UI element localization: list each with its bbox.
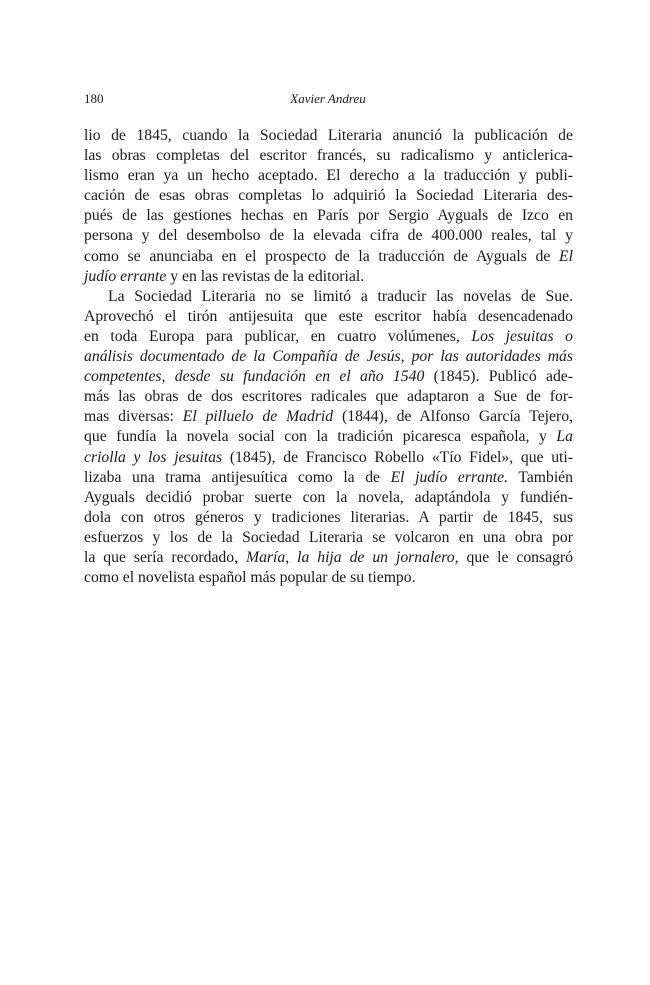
text-line: [84, 367, 573, 387]
text-line: [84, 327, 573, 347]
italic-text: Los jesuitas o: [471, 327, 573, 345]
text-line: [84, 247, 573, 267]
italic-text: análisis documentado de la Compañía de Jesús, por las autoridades más: [84, 348, 573, 366]
text-run: cación de esas obras completas lo adquirió la Sociedad Literaria des-: [84, 187, 573, 205]
text-run: las obras completas del escritor francés, su radicalismo y anticlerica-: [84, 147, 573, 165]
italic-text: criolla y los jesuitas: [84, 448, 223, 466]
text-run: pués de las gestiones hechas en París por Sergio Ayguals de Izco en: [84, 207, 573, 225]
text-line: [84, 568, 573, 588]
text-run: más las obras de dos escritores radicales que adaptaron a Sue de for-: [84, 388, 573, 406]
text-run: (1845). Publicó ade-: [424, 368, 573, 386]
text-run: lio de 1845, cuando la Sociedad Literaria anunció la publicación de: [84, 127, 573, 144]
italic-text: El judío errante.: [390, 468, 509, 486]
text-run: dola con otros géneros y tradiciones literarias. A partir de 1845, sus: [84, 508, 573, 526]
italic-text: El pilluelo de Madrid: [182, 408, 334, 426]
text-run: que le consagró: [458, 548, 573, 566]
text-run: persona y del desembolso de la elevada cifra de 400.000 reales, tal y: [84, 227, 573, 245]
italic-text: La: [556, 428, 573, 446]
text-line: [84, 488, 573, 508]
text-run: mas diversas:: [84, 408, 183, 426]
running-head: [84, 91, 572, 109]
text-run: lismo eran ya un hecho aceptado. El derecho a la traducción y publi-: [84, 167, 573, 185]
text-line: [84, 186, 573, 206]
text-line: [84, 126, 573, 146]
text-line: [84, 166, 573, 186]
text-run: en toda Europa para publicar, en cuatro volúmenes,: [84, 327, 472, 345]
text-line: [84, 448, 573, 468]
text-line: [84, 267, 573, 287]
running-title: Xavier Andreu: [290, 91, 366, 106]
text-line: [84, 468, 573, 488]
text-run: Aprovechó el tirón antijesuita que este escritor había desencadenado: [84, 307, 573, 325]
text-line: [84, 146, 573, 166]
italic-text: judío errante: [84, 267, 167, 285]
text-run: La Sociedad Literaria no se limitó a traducir las novelas de Sue.: [108, 287, 573, 305]
text-line: [84, 226, 573, 246]
text-run: que fundía la novela social con la tradición picaresca española, y: [84, 428, 557, 446]
italic-text: María, la hija de un jornalero,: [246, 548, 459, 566]
body-text: [84, 126, 573, 588]
text-run: (1844), de Alfonso García Tejero,: [333, 408, 573, 426]
text-line: [84, 287, 573, 307]
text-line: [84, 508, 573, 528]
paragraph: [84, 287, 573, 588]
text-line: [84, 407, 573, 427]
italic-text: El: [559, 247, 573, 265]
text-run: esfuerzos y los de la Sociedad Literaria se volcaron en una obra por: [84, 528, 573, 546]
text-run: y en las revistas de la editorial.: [166, 267, 365, 285]
text-run: (1845), de Francisco Robello «Tío Fidel», que uti-: [222, 448, 573, 466]
text-run: la que sería recordado,: [84, 548, 246, 566]
text-run: lizaba una trama antijesuítica como la de: [84, 468, 391, 486]
text-run: como el novelista español más popular de su tiempo.: [84, 569, 416, 587]
paragraph: [84, 126, 573, 287]
text-line: [84, 307, 573, 327]
italic-text: competentes, desde su fundación en el año 1540: [84, 368, 425, 386]
text-line: [84, 387, 573, 407]
text-line: [84, 548, 573, 568]
text-line: [84, 427, 573, 447]
text-line: [84, 528, 573, 548]
text-line: [84, 347, 573, 367]
text-line: [84, 206, 573, 226]
page-number: 180: [84, 91, 104, 106]
text-run: También: [508, 468, 573, 486]
text-run: Ayguals decidió probar suerte con la novela, adaptándola y fundién-: [84, 488, 573, 506]
text-run: como se anunciaba en el prospecto de la traducción de Ayguals de: [84, 247, 560, 265]
